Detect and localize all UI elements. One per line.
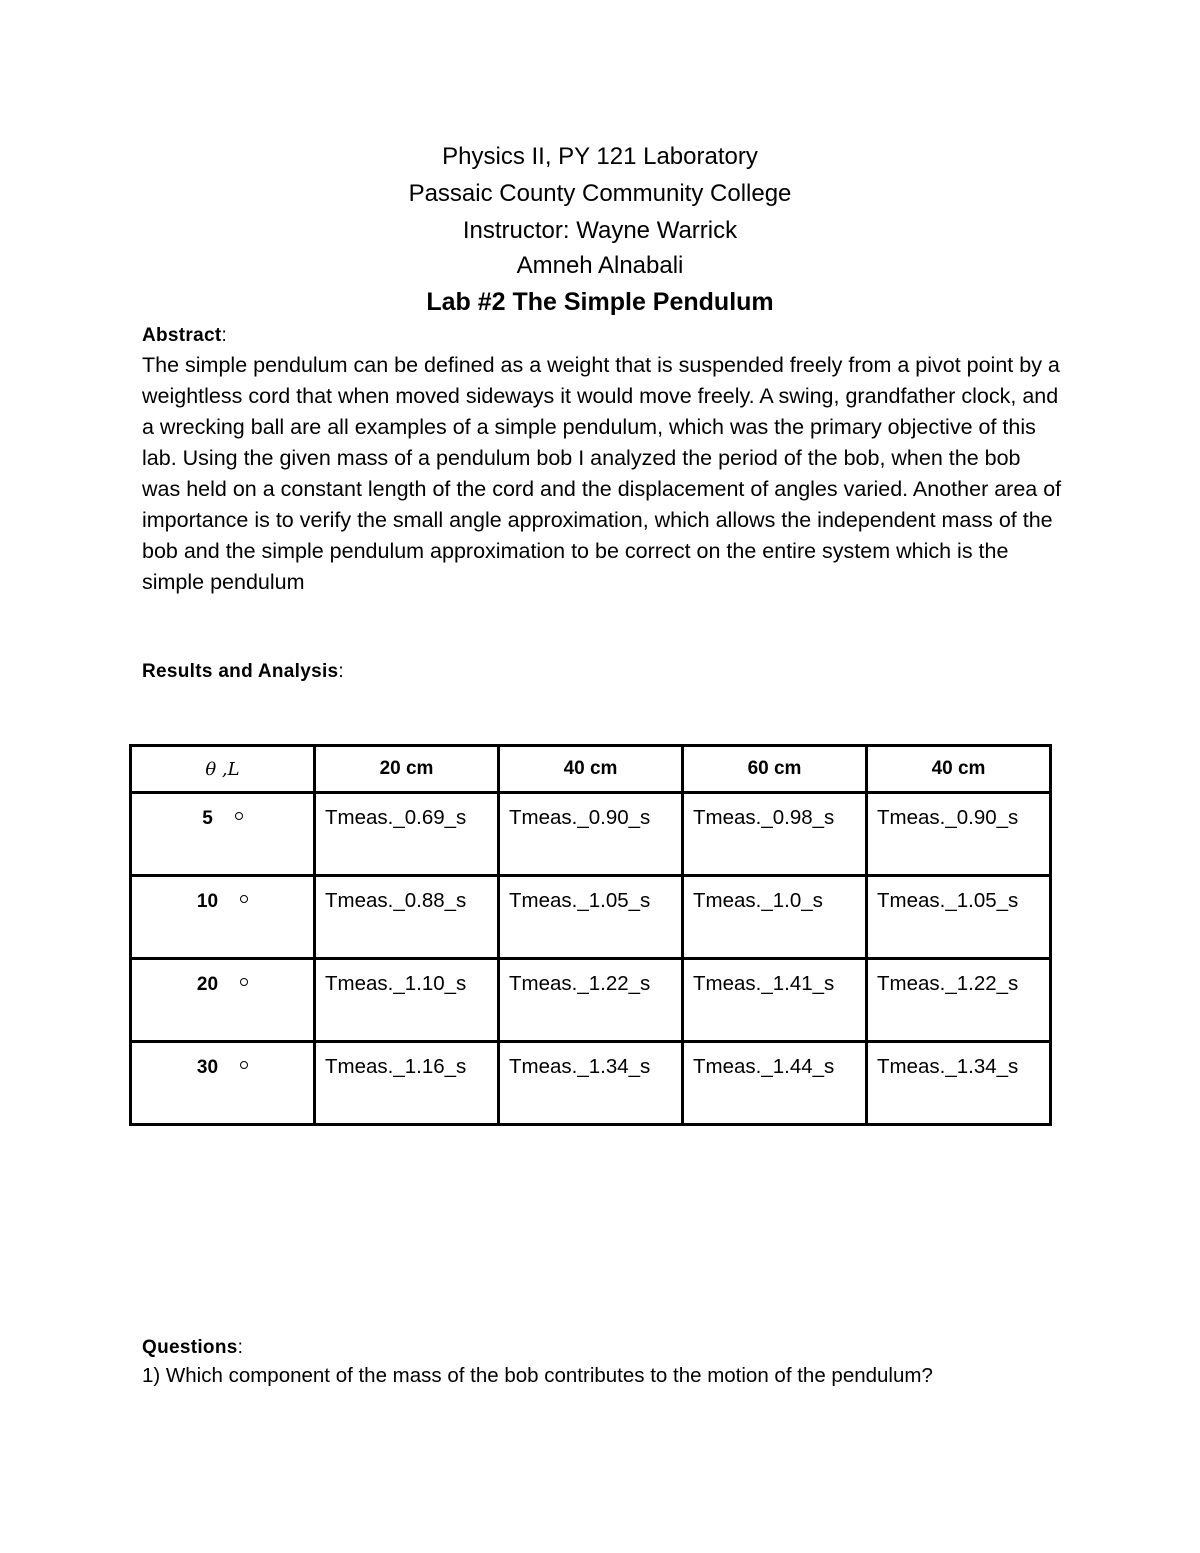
question-item: 1) Which component of the mass of the bob contributes to the motion of the pendulum? [142,1364,933,1387]
column-header: 20 cm [315,746,499,793]
column-header: 60 cm [683,746,867,793]
instructor-name: Instructor: Wayne Warrick [462,217,738,244]
table-cell: Tmeas._1.22_s [499,959,683,1042]
results-colon: : [338,661,345,682]
angle-value: 5 [202,808,213,829]
lab-title: Lab #2 The Simple Pendulum [426,288,774,316]
table-row [131,1042,1051,1125]
questions-heading [142,1336,243,1360]
table-corner-header: θ ,L [131,746,315,793]
degree-symbol-icon [240,1061,248,1069]
table-cell: Tmeas._1.10_s [315,959,499,1042]
degree-symbol-icon [240,978,248,986]
results-table [129,744,1052,1126]
abstract-label: Abstract [142,325,222,346]
table-cell: Tmeas._0.98_s [683,793,867,876]
angle-value: 20 [196,974,219,995]
table-cell: Tmeas._1.41_s [683,959,867,1042]
table-cell: Tmeas._1.05_s [499,876,683,959]
degree-symbol-icon [235,812,243,820]
abstract-heading [142,324,227,348]
angle-cell [131,959,315,1042]
table-cell: Tmeas._0.69_s [315,793,499,876]
column-header: 40 cm [499,746,683,793]
questions-colon: : [237,1337,244,1358]
angle-value: 10 [196,891,219,912]
table-cell: Tmeas._0.88_s [315,876,499,959]
table-cell: Tmeas._1.0_s [683,876,867,959]
table-row [131,793,1051,876]
table-cell: Tmeas._1.05_s [867,876,1051,959]
degree-symbol-icon [240,895,248,903]
abstract-colon: : [221,325,228,346]
table-cell: Tmeas._1.22_s [867,959,1051,1042]
table-row [131,959,1051,1042]
college-name: Passaic County Community College [408,180,792,207]
angle-cell [131,793,315,876]
abstract-body: The simple pendulum can be defined as a weight that is suspended freely from a pivot point by a weightless cord that when moved sideways it would move freely. A swing, grandfather clock, and a wrecking ball are all examples of a simple pendulum, which was the primary objective of this lab. Using the given mass of a pendulum bob I analyzed the period of the bob, when the bob was held on a constant length of the cord and the displacement of angles varied. Another area of importance is to verify the small angle approximation, which allows the independent mass of the bob and the simple pendulum approximation to be correct on the entire system which is the simple pendulum [142,353,1062,594]
course-title: Physics II, PY 121 Laboratory [442,143,758,170]
table-header-row [131,746,1051,793]
table-cell: Tmeas._1.34_s [499,1042,683,1125]
table-cell: Tmeas._0.90_s [867,793,1051,876]
results-label: Results and Analysis [142,661,339,682]
angle-cell [131,876,315,959]
column-header: 40 cm [867,746,1051,793]
table-cell: Tmeas._1.34_s [867,1042,1051,1125]
student-name: Amneh Alnabali [516,252,684,279]
questions-label: Questions [142,1337,238,1358]
table-cell: Tmeas._0.90_s [499,793,683,876]
results-heading [142,660,344,684]
table-row [131,876,1051,959]
table-cell: Tmeas._1.44_s [683,1042,867,1125]
angle-value: 30 [196,1057,219,1078]
table-cell: Tmeas._1.16_s [315,1042,499,1125]
angle-cell [131,1042,315,1125]
